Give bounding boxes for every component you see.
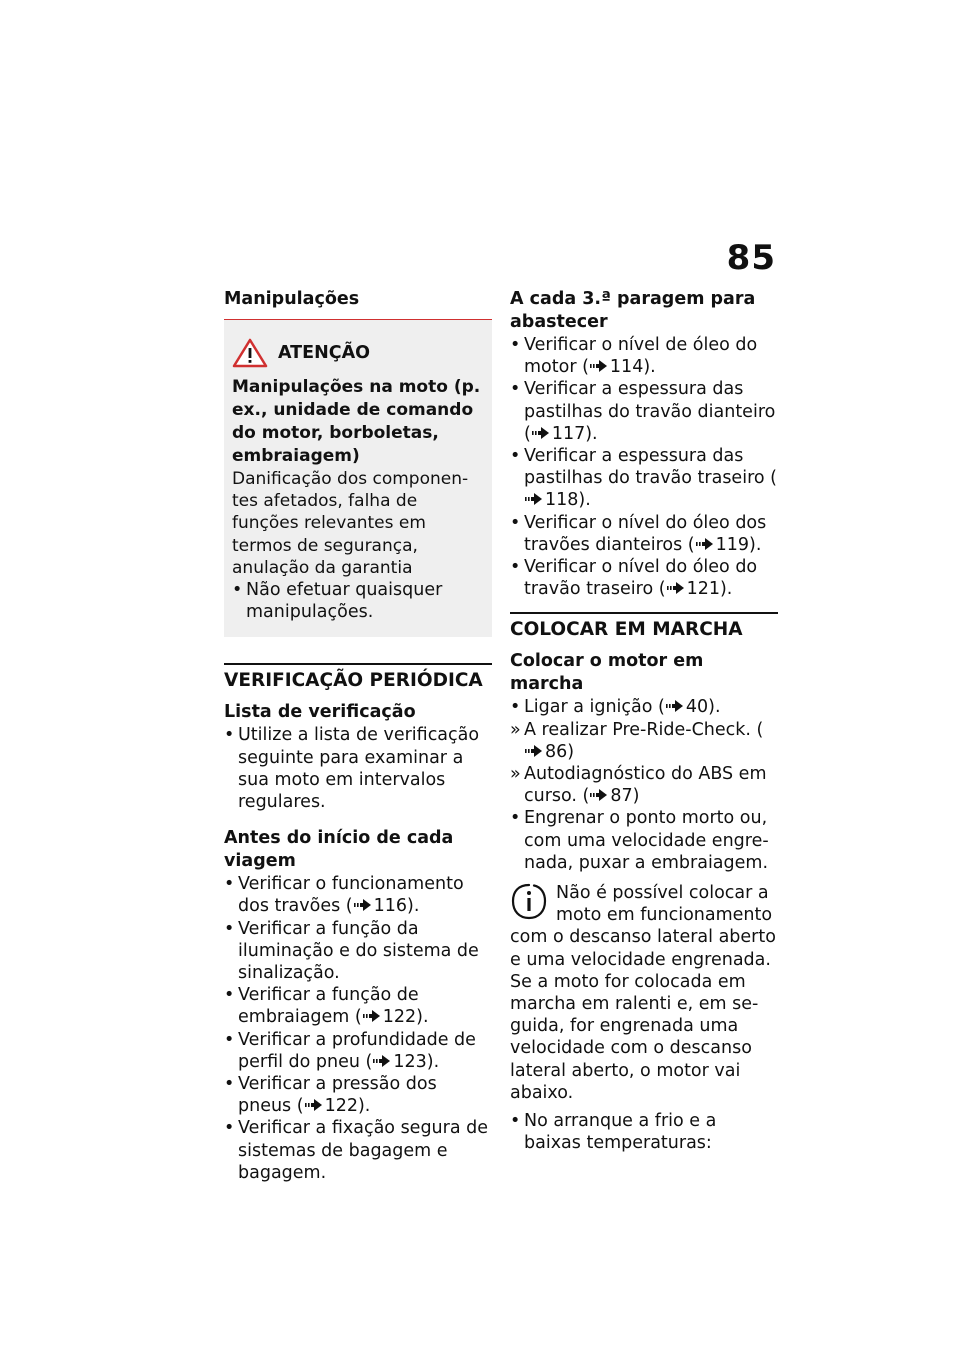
item-text-end: ) xyxy=(632,786,640,807)
item-text: Verificar o nível do óleo do travão traseiro ( xyxy=(524,557,758,600)
bullet-marker: • xyxy=(510,557,521,578)
list-item xyxy=(224,918,492,985)
item-text: Verificar o nível de óleo do motor ( xyxy=(524,335,758,378)
item-text: No arranque a frio e a baixas temperaturas: xyxy=(524,1111,717,1154)
item-text: Verificar a função da iluminação e do sistema de sinalização. xyxy=(238,918,479,984)
page-reference-arrow-icon xyxy=(525,745,542,757)
list-marker: • xyxy=(510,1111,521,1132)
info-text xyxy=(510,882,778,1104)
page-number: 85 xyxy=(726,238,776,278)
list-item xyxy=(510,378,778,445)
start-engine-heading: Colocar o motor em marcha xyxy=(510,651,704,695)
item-text-end: ). xyxy=(578,490,591,511)
list-item xyxy=(510,696,778,718)
page-reference: 122 xyxy=(324,1096,358,1117)
bullet-marker: • xyxy=(224,1029,235,1050)
item-text-end: ) xyxy=(567,741,575,762)
page-reference-arrow-icon xyxy=(590,789,607,801)
bullet-marker: • xyxy=(510,335,521,355)
item-text-end: ). xyxy=(719,579,733,600)
item-text: Verificar o funcionamento dos travões ( xyxy=(238,874,464,917)
page-reference: 118 xyxy=(545,490,579,511)
page-reference-arrow-icon xyxy=(667,582,684,594)
item-text-end: ). xyxy=(357,1096,371,1117)
item-text-end: ). xyxy=(407,896,420,917)
page-reference: 121 xyxy=(686,579,720,600)
page-reference: 123 xyxy=(393,1051,427,1072)
page-reference-arrow-icon xyxy=(666,700,683,712)
list-item xyxy=(224,873,492,917)
start-list xyxy=(510,696,778,874)
page-reference: 116 xyxy=(373,896,408,917)
section-title-periodic-check: VERIFICAÇÃO PERIÓDICA xyxy=(224,663,492,693)
list-marker: » xyxy=(510,764,521,785)
bullet-marker: • xyxy=(510,512,521,533)
page-reference-arrow-icon xyxy=(363,1010,380,1022)
page-reference: 40 xyxy=(685,697,709,718)
before-trip-list xyxy=(224,873,492,1184)
manipulations-heading: Manipulações xyxy=(224,289,360,309)
item-text: Verificar a espessura das pastilhas do travão dianteiro ( xyxy=(524,379,776,444)
bullet-marker: • xyxy=(224,918,235,939)
item-text: A realizar Pre-Ride-Check. ( xyxy=(524,719,764,740)
bullet-marker: • xyxy=(224,1118,235,1139)
left-column xyxy=(224,288,492,1184)
item-text: Verificar o nível do óleo dos travões dianteiros ( xyxy=(524,512,767,555)
warning-subtitle: Manipulações na moto (p. ex., unidade de comando do motor, borboletas, embraiagem) xyxy=(232,377,481,466)
list-item xyxy=(510,1110,778,1154)
list-item xyxy=(224,1117,492,1184)
warning-list xyxy=(232,579,484,623)
item-text-end: ). xyxy=(708,697,721,718)
page-reference: 119 xyxy=(715,534,749,555)
warning-bullet-text: Não efetuar quaisquer manipulações. xyxy=(246,580,443,623)
info-line-2: moto em funcionamento xyxy=(556,905,773,926)
list-item xyxy=(224,1029,492,1073)
info-rest: com o descanso lateral aberto e uma velocidade engrenada. Se a moto for colocada em marcha em ralenti e, em seguida, for engrenada uma velocidade com o descanso lateral aberto, o motor vai abaixo. xyxy=(510,927,776,1103)
info-note xyxy=(510,882,778,1104)
item-text: Verificar a espessura das pastilhas do travão traseiro ( xyxy=(524,446,777,489)
list-item xyxy=(510,719,778,763)
list-item xyxy=(510,334,778,378)
list-item xyxy=(510,512,778,556)
list-item xyxy=(510,445,778,512)
info-icon xyxy=(510,882,548,922)
list-item xyxy=(224,724,492,813)
item-text-end: ). xyxy=(643,357,656,378)
list-marker: • xyxy=(510,808,521,829)
item-text: Utilize a lista de verificação seguinte para examinar a sua moto em intervalos regulares. xyxy=(238,725,480,813)
page-reference-arrow-icon xyxy=(525,493,542,505)
refuel-heading: A cada 3.ª paragem para abastecer xyxy=(510,289,756,332)
page-reference-arrow-icon xyxy=(305,1099,322,1111)
refuel-list xyxy=(510,334,778,600)
bullet-marker: • xyxy=(224,1074,235,1095)
page-reference: 122 xyxy=(382,1007,417,1028)
item-text-end: ). xyxy=(426,1051,440,1072)
item-text: Verificar a profundidade de perfil do pneu ( xyxy=(238,1029,476,1072)
item-text-end: ). xyxy=(416,1007,429,1028)
info-line-1: Não é possível colocar a xyxy=(556,883,769,904)
right-column xyxy=(510,288,778,1155)
bullet-marker: • xyxy=(224,985,235,1006)
warning-triangle-icon xyxy=(232,338,268,368)
bullet-marker: • xyxy=(224,725,235,746)
list-item xyxy=(232,579,484,623)
page-reference: 86 xyxy=(545,741,568,762)
start-list-continued xyxy=(510,1110,778,1154)
warning-box xyxy=(224,319,492,637)
list-item xyxy=(224,984,492,1028)
item-text-end: ). xyxy=(749,534,762,555)
page-reference: 114 xyxy=(609,357,644,378)
before-trip-heading: Antes do início de cada viagem xyxy=(224,828,454,872)
list-marker: • xyxy=(510,697,521,718)
section-title-start-engine: COLOCAR EM MARCHA xyxy=(510,612,778,642)
list-item xyxy=(510,556,778,600)
bullet-marker: • xyxy=(224,874,235,895)
item-text-end: ). xyxy=(585,423,598,444)
bullet-marker: • xyxy=(510,379,521,400)
list-marker: » xyxy=(510,719,521,740)
item-text: Verificar a função de embraiagem ( xyxy=(238,985,419,1028)
page-reference: 117 xyxy=(551,423,586,444)
item-text: Ligar a ignição ( xyxy=(524,697,665,718)
warning-header xyxy=(232,338,484,368)
page-reference: 87 xyxy=(610,786,633,807)
page-reference-arrow-icon xyxy=(354,899,371,911)
list-item xyxy=(224,1073,492,1117)
list-item xyxy=(510,807,778,874)
item-text: Verificar a pressão dos pneus ( xyxy=(238,1074,437,1117)
page-reference-arrow-icon xyxy=(532,427,549,439)
item-text: Engrenar o ponto morto ou, com uma velocidade engrenada, puxar a embraiagem. xyxy=(524,808,769,873)
item-text: Autodiagnóstico do ABS em curso. ( xyxy=(524,764,767,807)
page-reference-arrow-icon xyxy=(373,1055,390,1067)
warning-body: Danificação dos componentes afetados, falha de funções relevantes em termos de segurança, anulação da garantia xyxy=(232,469,469,578)
bullet-marker: • xyxy=(510,446,521,467)
page-reference-arrow-icon xyxy=(696,538,713,550)
item-text: Verificar a fixação segura de sistemas de bagagem e bagagem. xyxy=(238,1118,489,1183)
bullet-marker: • xyxy=(232,580,243,601)
checklist-heading: Lista de verificação xyxy=(224,702,416,723)
checklist-list xyxy=(224,724,492,813)
warning-title: ATENÇÃO xyxy=(278,343,370,363)
list-item xyxy=(510,763,778,807)
page-reference-arrow-icon xyxy=(590,360,607,372)
